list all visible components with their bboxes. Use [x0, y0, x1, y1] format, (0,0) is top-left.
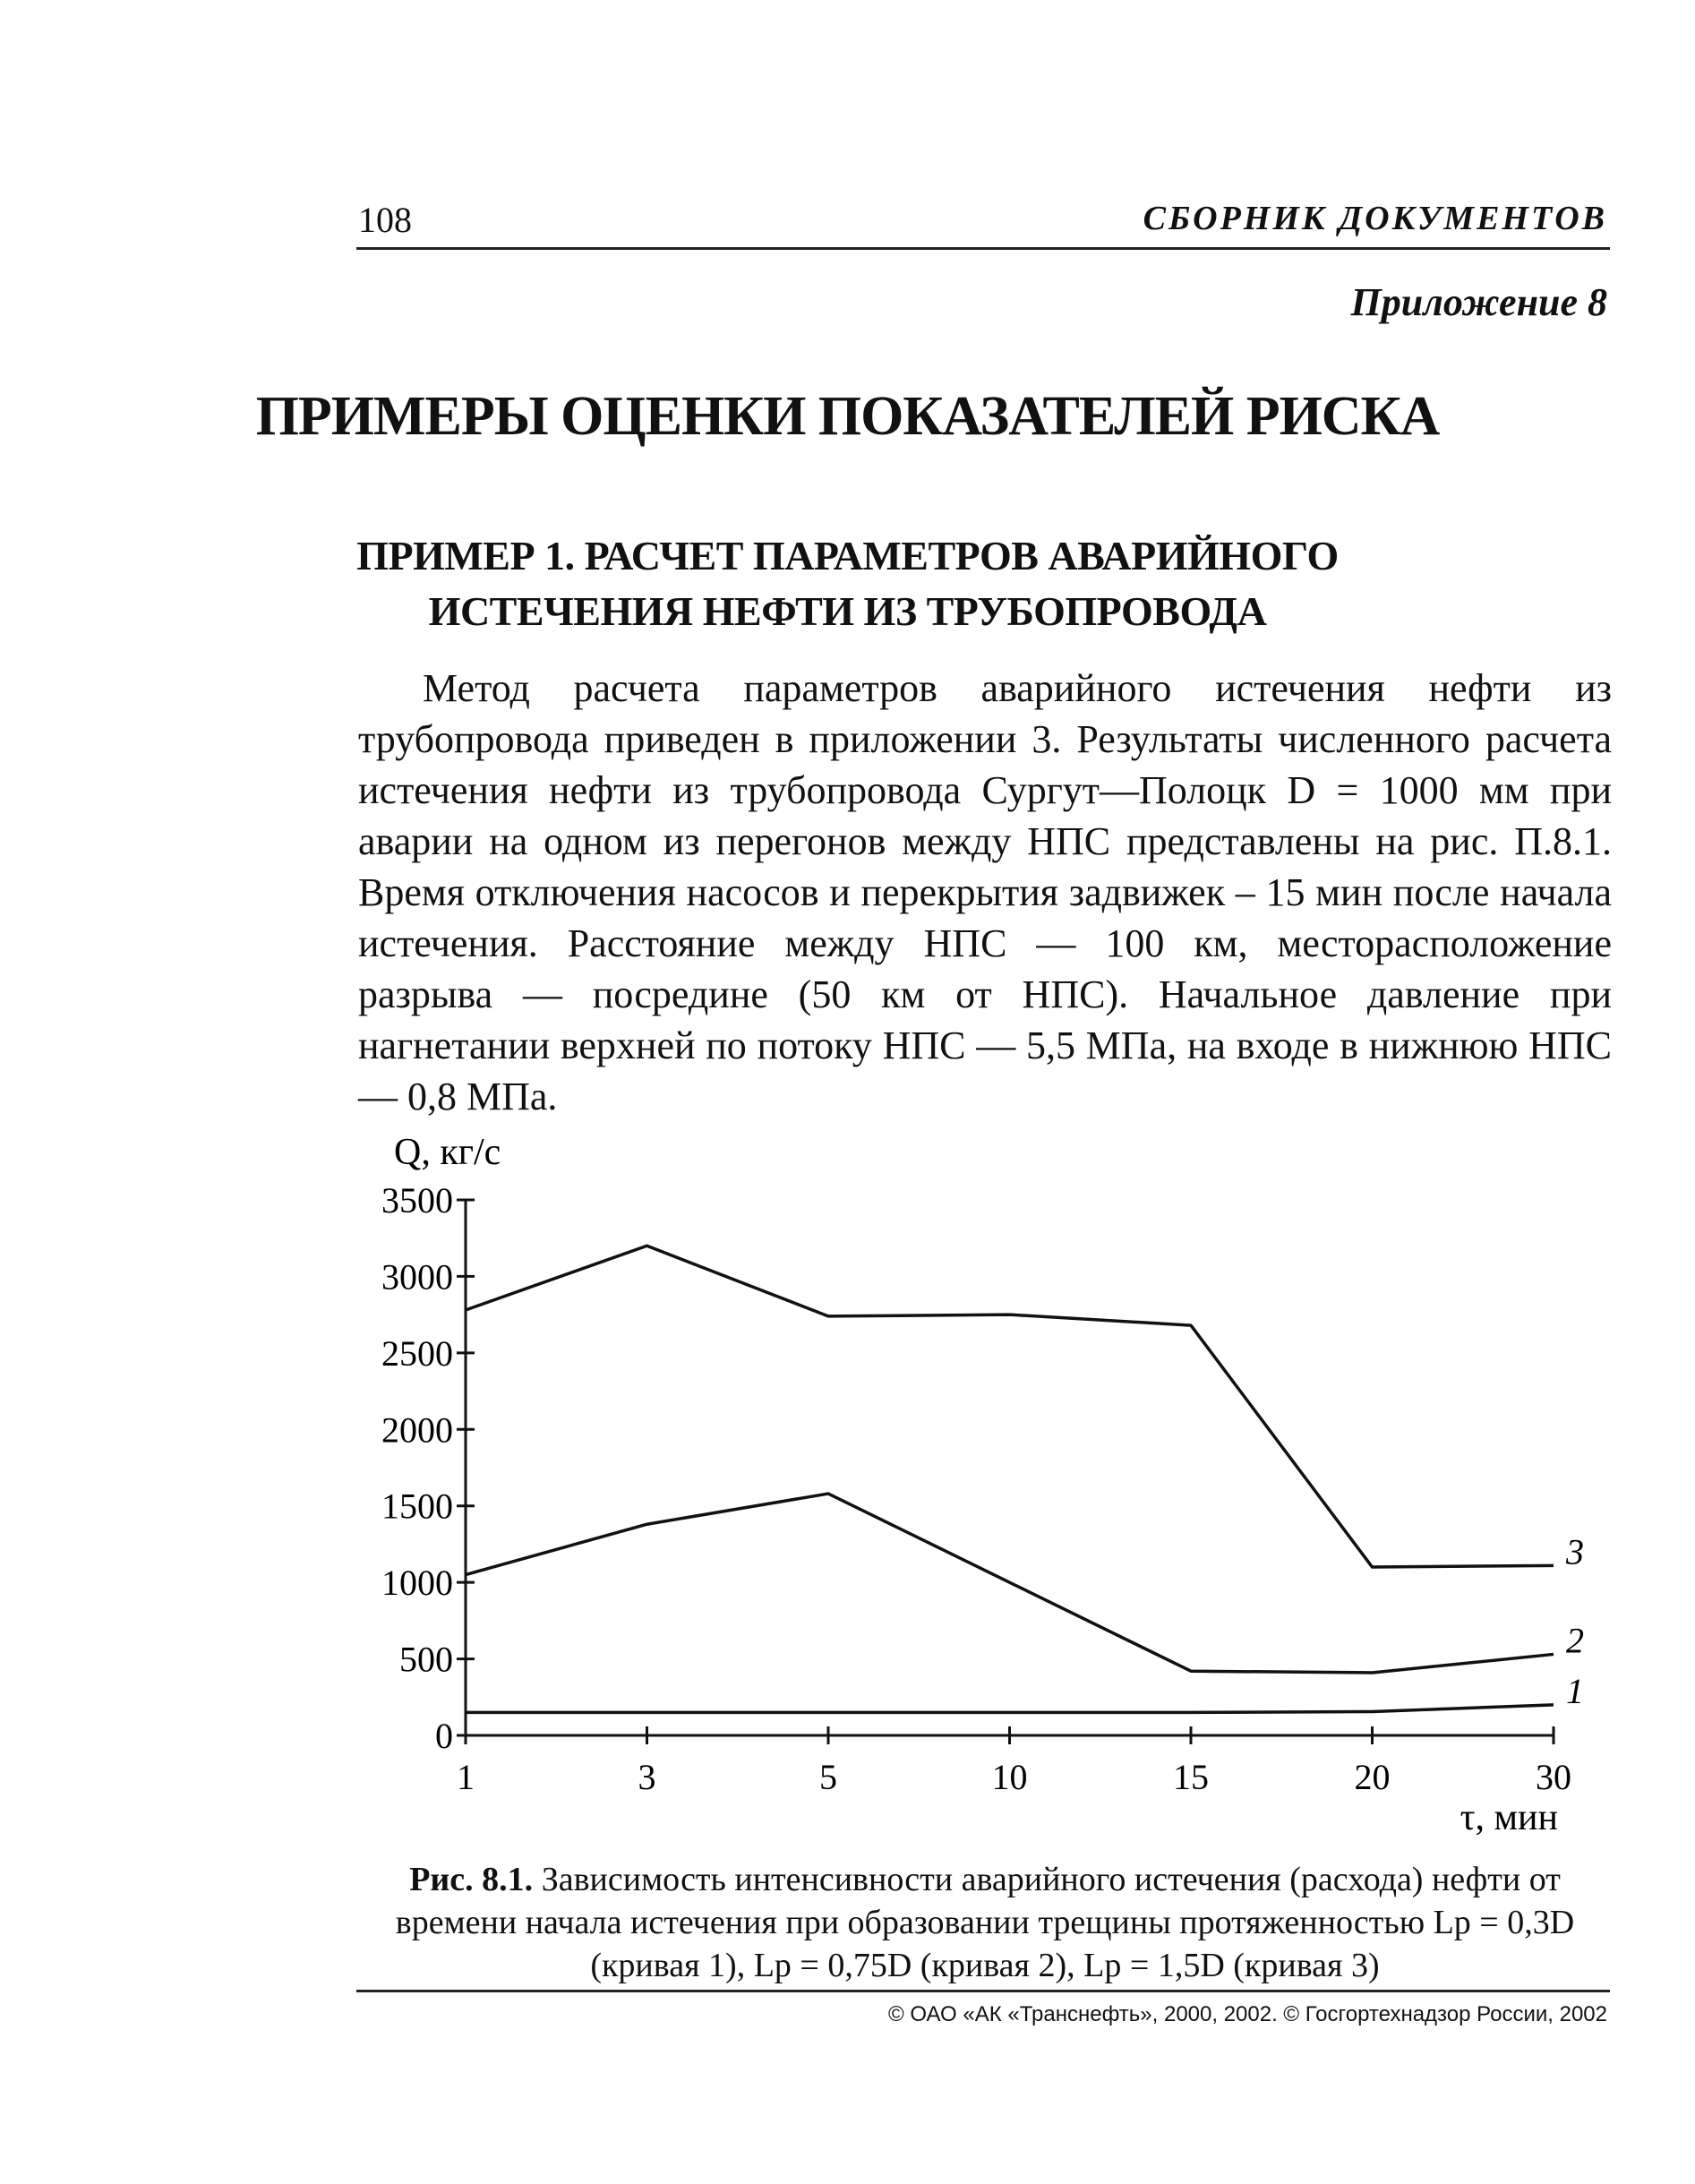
y-tick-label: 3000 — [381, 1256, 453, 1298]
running-head: СБОРНИК ДОКУМЕНТОВ — [1143, 200, 1607, 237]
x-tick-label: 3 — [638, 1757, 656, 1797]
x-tick-label: 30 — [1536, 1757, 1571, 1797]
y-tick-label: 0 — [435, 1716, 453, 1756]
figure — [358, 1128, 1612, 1849]
x-tick-label: 20 — [1354, 1757, 1391, 1797]
series-label-1: 1 — [1566, 1670, 1584, 1711]
page-number: 108 — [358, 200, 412, 240]
series-label-3: 3 — [1566, 1531, 1584, 1572]
series-line-3 — [466, 1246, 1554, 1567]
y-tick-label: 1500 — [381, 1486, 453, 1527]
y-tick-label: 1000 — [381, 1563, 453, 1604]
footer-rule — [356, 1990, 1610, 1992]
caption-text: Зависимость интенсивности аварийного истечения (расхода) нефти от времени начала истечения при образовании трещины протяженностью Lp = 0,3D (кривая 1), Lp = 0,75D (кривая 2), Lp = 1,5D (кривая 3) — [395, 1861, 1575, 1984]
body-text — [358, 663, 1612, 1122]
series-group — [466, 1246, 1584, 1712]
x-tick-label: 1 — [457, 1757, 475, 1797]
series-line-2 — [466, 1494, 1554, 1673]
y-tick-label: 3500 — [381, 1180, 453, 1220]
series-label-2: 2 — [1566, 1620, 1584, 1661]
y-tick-label: 2000 — [381, 1409, 453, 1451]
example-title-line-2: ИСТЕЧЕНИЯ НЕФТИ ИЗ ТРУБОПРОВОДА — [428, 588, 1267, 634]
y-tick-label: 2500 — [381, 1332, 453, 1374]
x-tick-label: 10 — [991, 1757, 1028, 1797]
footer-copyright: © ОАО «АК «Транснефть», 2000, 2002. © Госгортехнадзор России, 2002 — [888, 2002, 1607, 2026]
x-tick-label: 15 — [1173, 1757, 1209, 1797]
axes — [466, 1200, 1554, 1737]
x-tick-label: 5 — [819, 1757, 837, 1797]
y-ticks — [381, 1180, 475, 1756]
figure-caption — [358, 1858, 1612, 1987]
header-rule — [356, 247, 1610, 250]
main-title: ПРИМЕРЫ ОЦЕНКИ ПОКАЗАТЕЛЕЙ РИСКА — [255, 386, 1440, 447]
body-paragraph: Метод расчета параметров аварийного истечения нефти из трубопровода приведен в приложении 3. Результаты численного расчета истечения нефти из трубопровода Сургут—Полоцк D = 1000 мм при аварии на одном из перегонов между НПС представлены на рис. П.8.1. Время отключения насосов и перекрытия задвижек – 15 мин после начала истечения. Расстояние между НПС — 100 км, месторасположение разрыва — посредине (50 км от НПС). Начальное давление при нагнетании верхней по потоку НПС — 5,5 МПа, на входе в нижнюю НПС — 0,8 МПа. — [358, 666, 1612, 1118]
line-chart — [358, 1128, 1612, 1845]
x-axis-label: τ, мин — [1460, 1797, 1558, 1838]
x-ticks — [457, 1726, 1571, 1797]
y-tick-label: 500 — [399, 1639, 453, 1680]
appendix-label: Приложение 8 — [1350, 280, 1607, 324]
example-title — [0, 528, 1695, 639]
example-title-line-1: ПРИМЕР 1. РАСЧЕТ ПАРАМЕТРОВ АВАРИЙНОГО — [356, 533, 1339, 578]
caption-label: Рис. 8.1. — [409, 1861, 534, 1898]
series-line-1 — [466, 1705, 1554, 1713]
y-axis-label: Q, кг/с — [394, 1132, 501, 1173]
